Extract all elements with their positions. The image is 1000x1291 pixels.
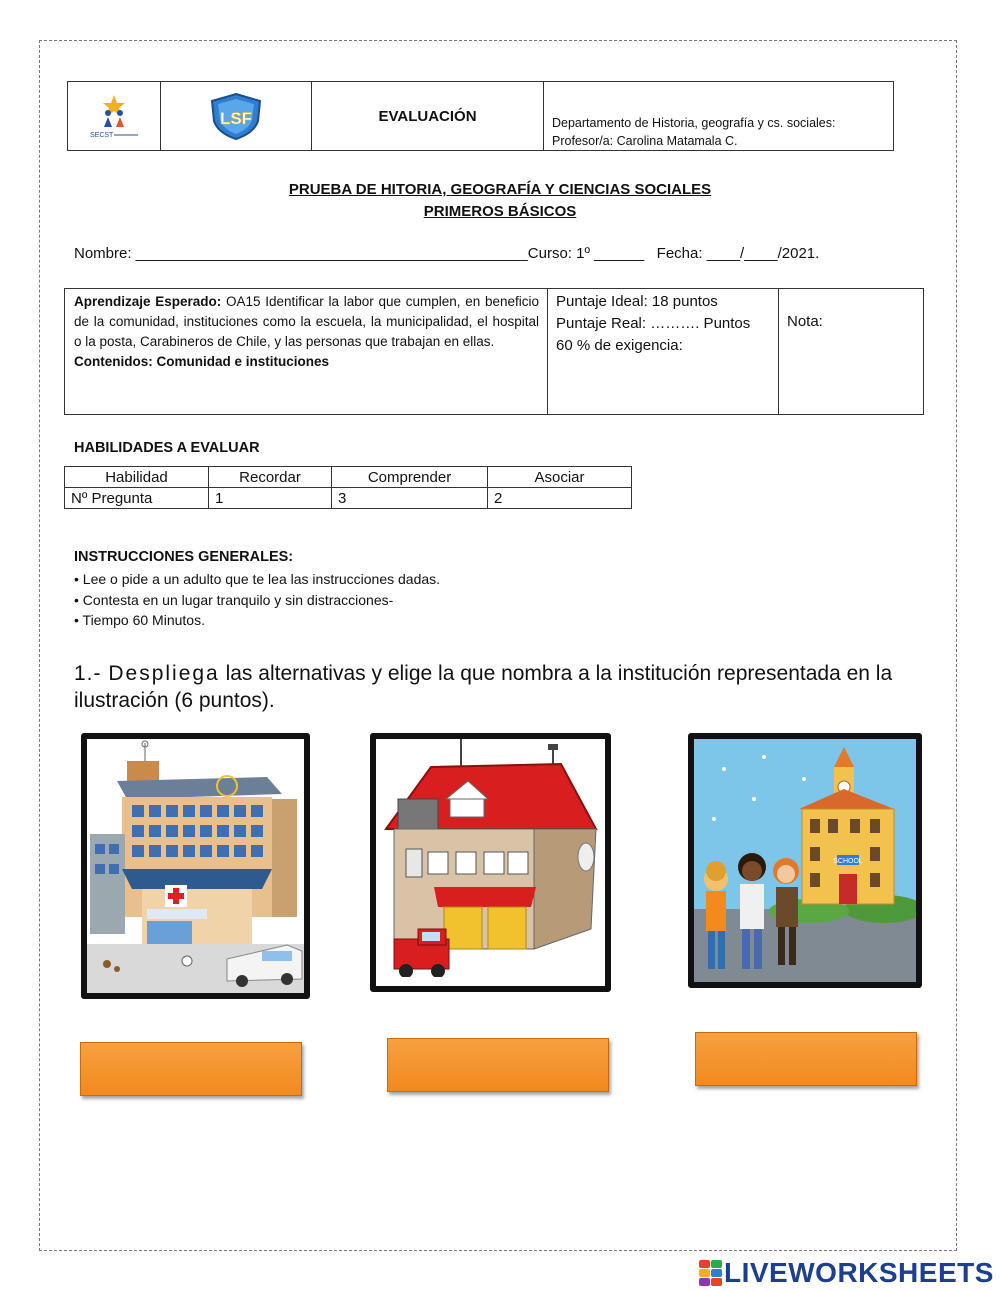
- skills-question-row: [65, 488, 632, 509]
- nota-cell: [779, 289, 923, 414]
- student-info-line: Nombre: _______________________________________________Curso: 1º ______ Fecha: ____/____/2021.: [74, 245, 820, 262]
- liveworksheets-text: LIVEWORKSHEETS: [724, 1257, 994, 1288]
- svg-text:SCHOOL: SCHOOL: [833, 858, 863, 865]
- instruction-item: • Contesta en un lugar tranquilo y sin distracciones-: [74, 592, 394, 608]
- school-image: [688, 733, 922, 988]
- school-logo-cell: [68, 82, 161, 150]
- ae-label: Aprendizaje Esperado:: [74, 294, 222, 309]
- svg-text:SECST: SECST: [90, 132, 114, 139]
- liveworksheets-icon: [698, 1259, 724, 1287]
- table-cell: 2: [488, 488, 632, 509]
- school-logo-icon: [84, 91, 144, 141]
- department-cell: [544, 82, 893, 150]
- nota-label: Nota:: [787, 313, 823, 330]
- question-text: las alternativas y elige la que nombra a la institución representada en la ilustración (6 puntos).: [74, 662, 893, 712]
- liveworksheets-logo[interactable]: [698, 1257, 994, 1289]
- question-1: [74, 660, 934, 714]
- score-cell: [548, 289, 779, 414]
- hospital-image: [81, 733, 310, 999]
- header-table: [67, 81, 894, 151]
- table-cell: Nº Pregunta: [65, 488, 209, 509]
- instructions-title: INSTRUCCIONES GENERALES:: [74, 549, 294, 565]
- puntaje-ideal: Puntaje Ideal: 18 puntos: [556, 293, 718, 310]
- skills-table: [64, 466, 632, 509]
- test-title: PRUEBA DE HITORIA, GEOGRAFÍA Y CIENCIAS SOCIALES: [288, 181, 712, 198]
- skills-title: HABILIDADES A EVALUAR: [74, 440, 260, 456]
- table-cell: Asociar: [488, 467, 632, 488]
- hospital-illustration: [87, 739, 304, 993]
- fire-station-image: [370, 733, 611, 992]
- table-cell: Recordar: [209, 467, 332, 488]
- shield-icon: [206, 91, 266, 141]
- evaluacion-label: EVALUACIÓN: [378, 107, 477, 125]
- instruction-item: • Lee o pide a un adulto que te lea las instrucciones dadas.: [74, 571, 441, 587]
- test-subtitle: PRIMEROS BÁSICOS: [423, 203, 577, 220]
- ae-text: OA15 Identificar la labor que cumplen, en beneficio de la comunidad, instituciones como la escuela, la municipalidad, el hospital o la posta, Carabineros de Chile, y las personas que trabajan en ellas.: [74, 294, 539, 349]
- dropdown-hospital-answer[interactable]: [80, 1042, 302, 1096]
- department-line: Departamento de Historia, geografía y cs. sociales:: [552, 116, 836, 130]
- evaluacion-cell: [312, 82, 544, 150]
- info-box: [64, 288, 924, 415]
- table-cell: Comprender: [332, 467, 488, 488]
- exigencia: 60 % de exigencia:: [556, 337, 683, 354]
- instruction-item: • Tiempo 60 Minutos.: [74, 612, 205, 628]
- svg-text:LSF: LSF: [219, 109, 253, 128]
- dropdown-fire-station-answer[interactable]: [387, 1038, 609, 1092]
- lsf-logo-cell: [161, 82, 312, 150]
- question-number: 1.-: [74, 662, 109, 685]
- learning-objective: [65, 289, 548, 414]
- fire-station-illustration: [376, 739, 605, 986]
- question-keyword: Despliega: [108, 662, 220, 685]
- dropdown-school-answer[interactable]: [695, 1032, 917, 1086]
- puntaje-real: Puntaje Real: ………. Puntos: [556, 315, 751, 332]
- table-cell: Habilidad: [65, 467, 209, 488]
- table-cell: 3: [332, 488, 488, 509]
- school-illustration: [694, 739, 916, 982]
- contenidos: Contenidos: Comunidad e instituciones: [74, 354, 330, 369]
- skills-header-row: [65, 467, 632, 488]
- table-cell: 1: [209, 488, 332, 509]
- teacher-line: Profesor/a: Carolina Matamala C.: [552, 134, 738, 148]
